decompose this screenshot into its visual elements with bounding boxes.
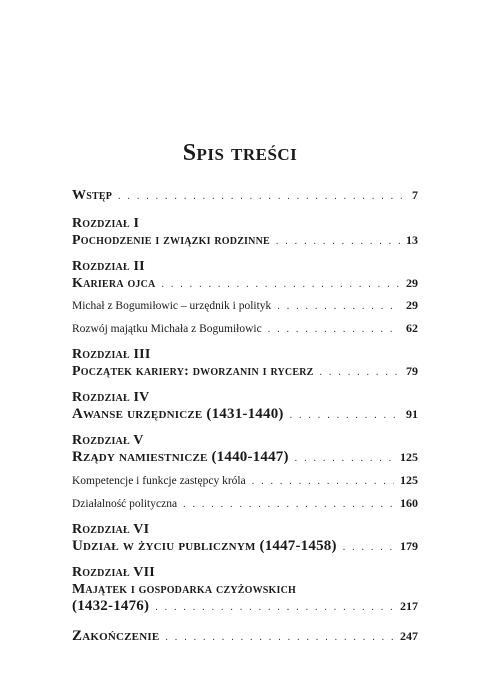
toc-entry-chapter-7[interactable] — [72, 598, 418, 616]
entry-label: Awanse urzędnicze (1431-1440) — [72, 406, 284, 422]
dot-leader — [268, 321, 400, 338]
page-title: Spis treści — [182, 140, 298, 166]
chapter-heading: Rozdział I — [72, 216, 140, 231]
dot-leader — [252, 473, 394, 490]
chapter-heading: Rozdział IV — [72, 390, 150, 405]
entry-label: Rozwój majątku Michała z Bogumiłowic — [72, 323, 262, 335]
entry-label: Udział w życiu publicznym (1447-1458) — [72, 538, 337, 554]
entry-label: Początek kariery: dworzanin i rycerz — [72, 364, 314, 379]
entry-page: 62 — [406, 321, 418, 335]
toc-entry-subsection[interactable] — [72, 472, 418, 490]
dot-leader — [290, 407, 400, 424]
entry-page: 217 — [400, 599, 418, 613]
toc-entry-subsection[interactable] — [72, 320, 418, 338]
toc-entry-chapter-1[interactable] — [72, 232, 418, 250]
toc-entry-chapter-2[interactable] — [72, 275, 418, 293]
entry-page: 125 — [400, 473, 418, 487]
table-of-contents — [72, 187, 418, 646]
dot-leader — [118, 188, 406, 205]
chapter-heading: Rozdział VII — [72, 565, 155, 580]
entry-page: 160 — [400, 496, 418, 510]
toc-entry-chapter-6[interactable] — [72, 538, 418, 556]
dot-leader — [277, 298, 400, 315]
dot-leader — [343, 539, 394, 556]
toc-entry-wstep[interactable] — [72, 187, 418, 205]
entry-page: 79 — [406, 364, 418, 378]
entry-page: 247 — [400, 629, 418, 643]
entry-label: Kompetencje i funkcje zastępcy króla — [72, 475, 246, 487]
toc-entry-subsection[interactable] — [72, 297, 418, 315]
entry-page: 125 — [400, 450, 418, 464]
entry-label: Kariera ojca — [72, 276, 156, 291]
entry-page: 179 — [400, 539, 418, 553]
dot-leader — [155, 599, 394, 616]
dot-leader — [276, 233, 400, 250]
entry-label: Michał z Bogumiłowic – urzędnik i polityk — [72, 300, 272, 312]
entry-page: 29 — [406, 276, 418, 290]
toc-entry-subsection[interactable] — [72, 495, 418, 513]
entry-label: Działalność polityczna — [72, 498, 178, 510]
toc-entry-chapter-5[interactable] — [72, 449, 418, 467]
entry-label: Zakończenie — [72, 628, 160, 644]
entry-label: Pochodzenie i związki rodzinne — [72, 233, 270, 248]
dot-leader — [161, 276, 400, 293]
chapter-heading: Rozdział II — [72, 259, 145, 274]
toc-entry-chapter-4[interactable] — [72, 406, 418, 424]
dot-leader — [165, 629, 394, 646]
dot-leader — [295, 450, 394, 467]
entry-page: 13 — [406, 233, 418, 247]
dot-leader — [320, 364, 400, 381]
toc-entry-chapter-3[interactable] — [72, 363, 418, 381]
toc-entry-zakonczenie[interactable] — [72, 628, 418, 646]
chapter-heading: Rozdział VI — [72, 522, 150, 537]
entry-label-line: Majątek i gospodarka czyżowskich — [72, 582, 297, 597]
chapter-heading: Rozdział III — [72, 347, 151, 362]
dot-leader — [183, 496, 394, 513]
entry-label: (1432-1476) — [72, 598, 150, 614]
chapter-heading: Rozdział V — [72, 433, 144, 448]
entry-page: 91 — [406, 407, 418, 421]
entry-page: 7 — [412, 188, 418, 202]
entry-label: Rządy namiestnicze (1440-1447) — [72, 449, 289, 465]
entry-page: 29 — [406, 298, 418, 312]
entry-label: Wstęp — [72, 188, 113, 203]
